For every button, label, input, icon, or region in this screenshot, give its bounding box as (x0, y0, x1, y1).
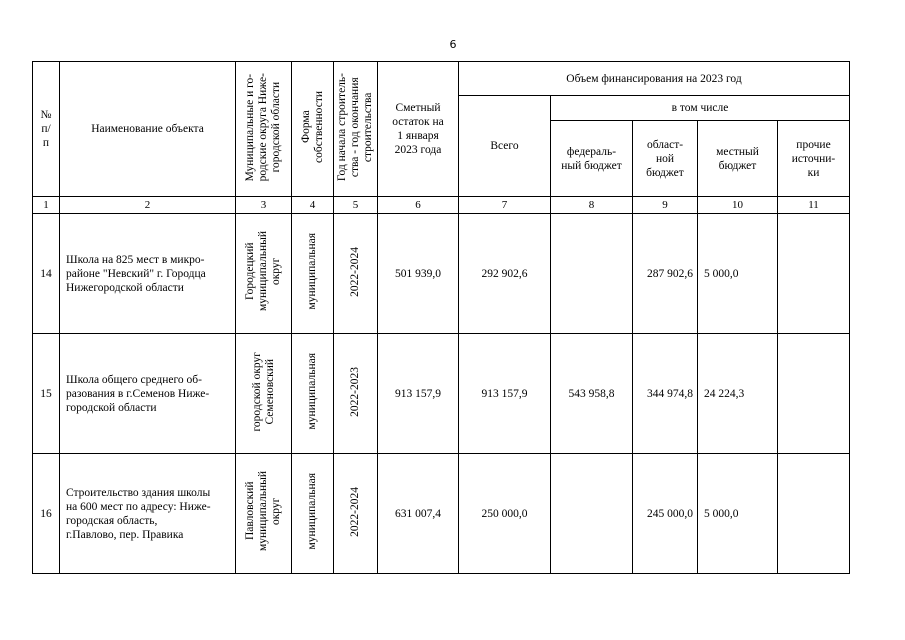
header-ownership (292, 62, 334, 197)
row-municipality-text: Городецкий муниципальный округ (244, 231, 282, 312)
column-numbers-row (33, 197, 850, 214)
header-ownership-text: Форма собственности (299, 91, 325, 163)
column-number: 7 (459, 197, 551, 214)
header-municipality-text: Муниципальные и го- родские округа Ниже- городской области (244, 72, 282, 182)
table-row (33, 334, 850, 454)
row-regional: 344 974,8 (633, 334, 698, 454)
row-years-text: 2022-2024 (349, 486, 361, 537)
row-years (334, 454, 378, 574)
row-local: 24 224,3 (698, 334, 778, 454)
row-ownership (292, 454, 334, 574)
row-municipality-text: Павловский муниципальный округ (244, 471, 282, 552)
row-balance: 631 007,4 (378, 454, 459, 574)
table-row (33, 454, 850, 574)
header-balance: Сметный остаток на 1 января 2023 года (378, 62, 459, 197)
row-local: 5 000,0 (698, 454, 778, 574)
row-ownership-text: муниципальная (306, 353, 318, 430)
row-municipality (236, 454, 292, 574)
row-federal (551, 214, 633, 334)
header-regional: област- ной бюджет (633, 121, 698, 197)
header-other: прочие источни- ки (778, 121, 850, 197)
column-number: 9 (633, 197, 698, 214)
row-municipality (236, 214, 292, 334)
header-years-text: Год начала строитель- ства - год окончания строительства (336, 72, 374, 182)
row-total: 913 157,9 (459, 334, 551, 454)
header-name: Наименование объекта (60, 62, 236, 197)
row-name: Школа на 825 мест в микро- районе "Невский" г. Городца Нижегородской области (60, 214, 236, 334)
row-name: Школа общего среднего об- разования в г.Семенов Ниже- городской области (60, 334, 236, 454)
row-num: 14 (33, 214, 60, 334)
column-number: 3 (236, 197, 292, 214)
row-num: 16 (33, 454, 60, 574)
column-number: 11 (778, 197, 850, 214)
row-other (778, 454, 850, 574)
column-number: 10 (698, 197, 778, 214)
row-ownership-text: муниципальная (306, 473, 318, 550)
row-ownership (292, 214, 334, 334)
column-number: 4 (292, 197, 334, 214)
header-federal: федераль- ный бюджет (551, 121, 633, 197)
row-ownership-text: муниципальная (306, 233, 318, 310)
header-num: № п/ п (33, 62, 60, 197)
column-number: 6 (378, 197, 459, 214)
row-municipality (236, 334, 292, 454)
row-ownership (292, 334, 334, 454)
row-years (334, 214, 378, 334)
row-balance: 501 939,0 (378, 214, 459, 334)
row-years-text: 2022-2024 (349, 246, 361, 297)
header-total: Всего (459, 96, 551, 197)
row-total: 250 000,0 (459, 454, 551, 574)
row-federal (551, 454, 633, 574)
header-local: местный бюджет (698, 121, 778, 197)
page-number: 6 (449, 38, 457, 51)
table-row (33, 214, 850, 334)
row-total: 292 902,6 (459, 214, 551, 334)
row-other (778, 334, 850, 454)
row-regional: 287 902,6 (633, 214, 698, 334)
row-years-text: 2022-2023 (349, 366, 361, 417)
header-including: в том числе (551, 96, 850, 121)
column-number: 1 (33, 197, 60, 214)
row-regional: 245 000,0 (633, 454, 698, 574)
header-funding: Объем финансирования на 2023 год (459, 62, 850, 96)
row-years (334, 334, 378, 454)
header-row-1 (33, 62, 850, 96)
column-number: 2 (60, 197, 236, 214)
row-local: 5 000,0 (698, 214, 778, 334)
column-number: 5 (334, 197, 378, 214)
row-other (778, 214, 850, 334)
column-number: 8 (551, 197, 633, 214)
row-municipality-text: городской округ Семеновский (250, 351, 276, 432)
row-name: Строительство здания школы на 600 мест по адресу: Ниже- городская область, г.Павлово, пер. Правика (60, 454, 236, 574)
row-num: 15 (33, 334, 60, 454)
header-municipality (236, 62, 292, 197)
row-balance: 913 157,9 (378, 334, 459, 454)
row-federal: 543 958,8 (551, 334, 633, 454)
header-years (334, 62, 378, 197)
financing-table (32, 61, 850, 574)
